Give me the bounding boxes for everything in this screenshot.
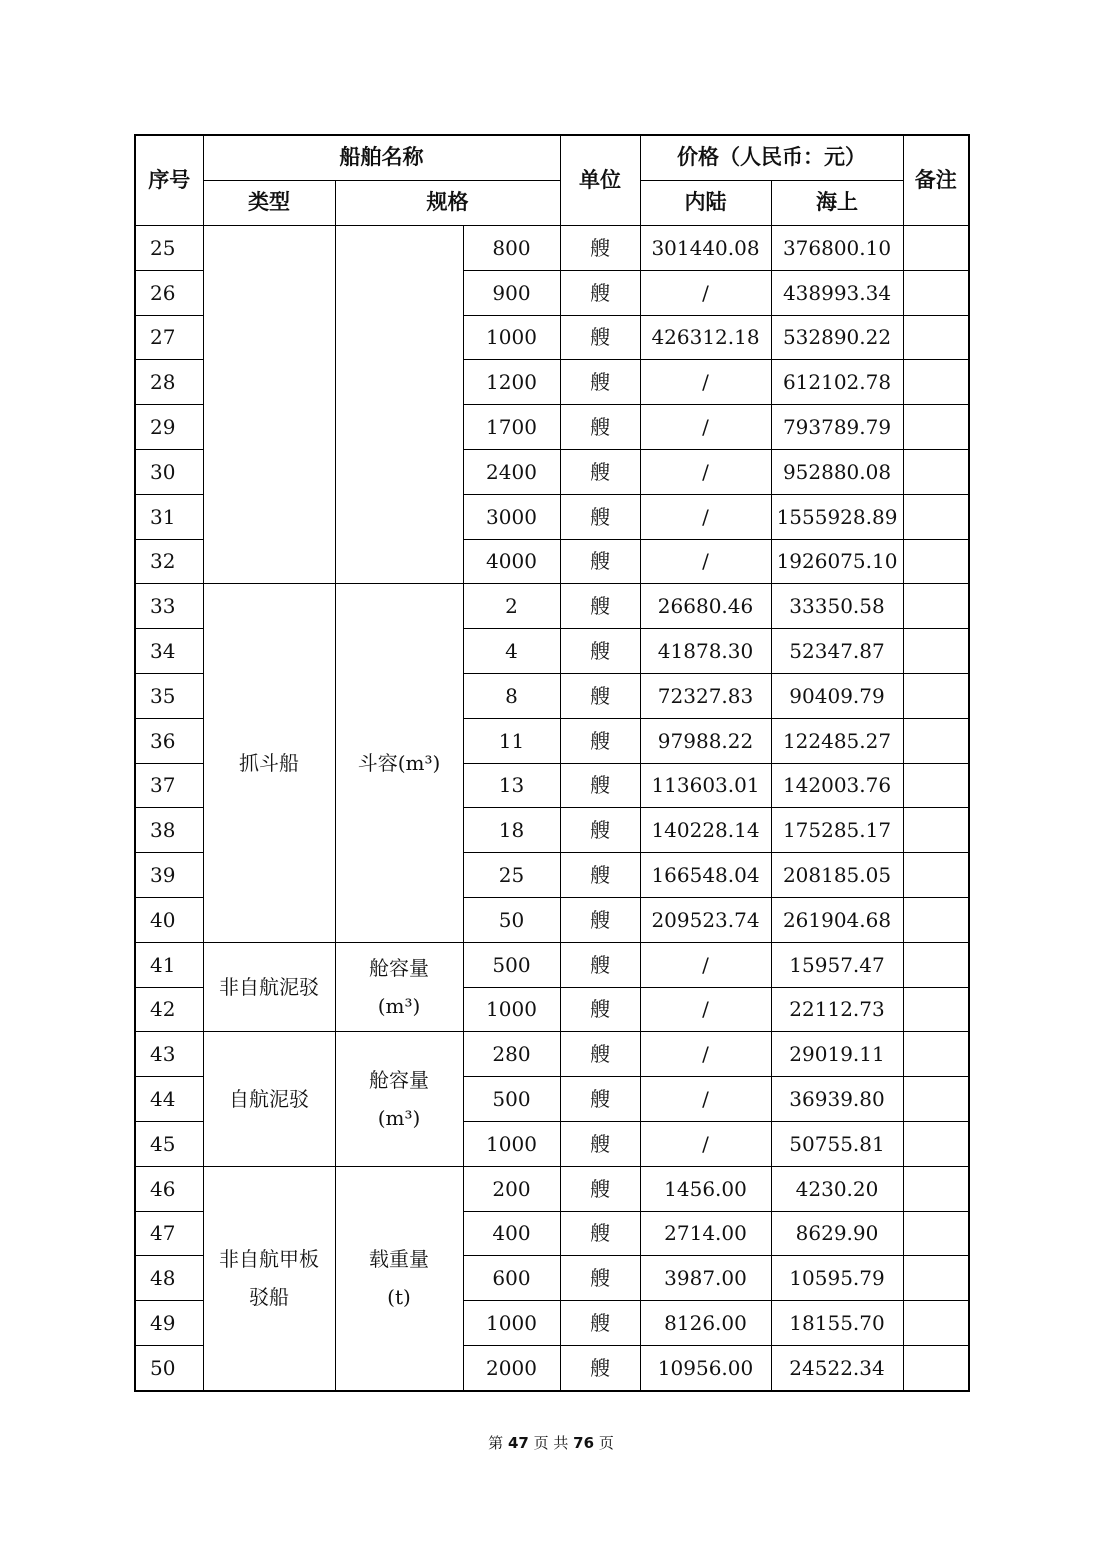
spec-label-cell-text: (t) — [387, 1285, 411, 1310]
row-unit: 艘 — [560, 1121, 640, 1166]
row-seq: 37 — [135, 763, 203, 808]
row-sea-price: 52347.87 — [771, 629, 903, 674]
row-sea-price: 438993.34 — [771, 270, 903, 315]
row-spec: 8 — [463, 673, 560, 718]
row-seq: 25 — [135, 226, 203, 271]
row-remark — [903, 539, 969, 584]
row-inland-price: / — [640, 987, 771, 1032]
row-unit: 艘 — [560, 315, 640, 360]
row-remark — [903, 584, 969, 629]
vessel-type-cell-text: 驳船 — [249, 1285, 289, 1310]
spec-label-cell — [335, 584, 463, 942]
row-unit: 艘 — [560, 1345, 640, 1390]
row-spec: 280 — [463, 1032, 560, 1077]
row-remark — [903, 1211, 969, 1256]
row-seq: 33 — [135, 584, 203, 629]
row-inland-price: 140228.14 — [640, 808, 771, 853]
vessel-type-cell-text: 非自航甲板 — [219, 1247, 319, 1272]
row-unit: 艘 — [560, 1211, 640, 1256]
row-spec: 1000 — [463, 987, 560, 1032]
vessel-type-cell-text: 自航泥驳 — [229, 1087, 309, 1112]
footer-total-pages: 76 — [573, 1434, 595, 1452]
row-seq: 38 — [135, 808, 203, 853]
row-spec: 1000 — [463, 1301, 560, 1346]
row-seq: 43 — [135, 1032, 203, 1077]
row-sea-price: 36939.80 — [771, 1077, 903, 1122]
row-remark — [903, 226, 969, 271]
row-inland-price: / — [640, 360, 771, 405]
spec-label-cell-text: (m³) — [377, 994, 421, 1019]
row-unit: 艘 — [560, 942, 640, 987]
row-remark — [903, 808, 969, 853]
table-row — [135, 1166, 969, 1211]
row-spec: 800 — [463, 226, 560, 271]
row-sea-price: 793789.79 — [771, 405, 903, 450]
row-sea-price: 122485.27 — [771, 718, 903, 763]
row-seq: 47 — [135, 1211, 203, 1256]
row-seq: 40 — [135, 897, 203, 942]
row-remark — [903, 360, 969, 405]
table-row — [135, 942, 969, 987]
row-remark — [903, 1301, 969, 1346]
row-sea-price: 22112.73 — [771, 987, 903, 1032]
row-unit: 艘 — [560, 1256, 640, 1301]
row-sea-price: 1555928.89 — [771, 494, 903, 539]
row-unit: 艘 — [560, 987, 640, 1032]
row-spec: 11 — [463, 718, 560, 763]
row-seq: 41 — [135, 942, 203, 987]
row-spec: 2000 — [463, 1345, 560, 1390]
row-spec: 3000 — [463, 494, 560, 539]
row-sea-price: 15957.47 — [771, 942, 903, 987]
row-inland-price: / — [640, 1121, 771, 1166]
row-sea-price: 142003.76 — [771, 763, 903, 808]
row-unit: 艘 — [560, 1166, 640, 1211]
row-seq: 49 — [135, 1301, 203, 1346]
header-price: 价格（人民币：元） — [640, 135, 903, 181]
row-seq: 30 — [135, 449, 203, 494]
row-unit: 艘 — [560, 360, 640, 405]
row-sea-price: 90409.79 — [771, 673, 903, 718]
row-inland-price: 8126.00 — [640, 1301, 771, 1346]
row-inland-price: / — [640, 270, 771, 315]
row-sea-price: 1926075.10 — [771, 539, 903, 584]
row-inland-price: / — [640, 449, 771, 494]
row-seq: 46 — [135, 1166, 203, 1211]
row-remark — [903, 1256, 969, 1301]
row-remark — [903, 629, 969, 674]
row-inland-price: / — [640, 494, 771, 539]
footer-current-page: 47 — [507, 1434, 529, 1452]
vessel-type-cell — [203, 226, 335, 584]
row-spec: 1000 — [463, 315, 560, 360]
spec-label-cell-text: 舱容量 — [369, 1068, 429, 1093]
row-inland-price: / — [640, 942, 771, 987]
spec-label-cell-text: 斗容(m³) — [357, 751, 441, 776]
row-unit: 艘 — [560, 449, 640, 494]
row-sea-price: 208185.05 — [771, 853, 903, 898]
row-inland-price: 166548.04 — [640, 853, 771, 898]
row-remark — [903, 1121, 969, 1166]
row-inland-price: / — [640, 539, 771, 584]
row-remark — [903, 494, 969, 539]
row-unit: 艘 — [560, 405, 640, 450]
row-inland-price: 26680.46 — [640, 584, 771, 629]
row-sea-price: 8629.90 — [771, 1211, 903, 1256]
row-unit: 艘 — [560, 853, 640, 898]
row-seq: 45 — [135, 1121, 203, 1166]
row-unit: 艘 — [560, 494, 640, 539]
spec-label-cell-text: (m³) — [377, 1106, 421, 1131]
row-inland-price: 3987.00 — [640, 1256, 771, 1301]
row-inland-price: 301440.08 — [640, 226, 771, 271]
row-unit: 艘 — [560, 1077, 640, 1122]
table-row — [135, 584, 969, 629]
row-remark — [903, 718, 969, 763]
row-seq: 44 — [135, 1077, 203, 1122]
spec-label-cell-text: 载重量 — [369, 1247, 429, 1272]
row-seq: 39 — [135, 853, 203, 898]
header-seq: 序号 — [135, 135, 203, 226]
row-spec: 4000 — [463, 539, 560, 584]
table-row — [135, 1032, 969, 1077]
row-inland-price: 113603.01 — [640, 763, 771, 808]
row-spec: 2400 — [463, 449, 560, 494]
row-spec: 1000 — [463, 1121, 560, 1166]
row-unit: 艘 — [560, 539, 640, 584]
row-spec: 1200 — [463, 360, 560, 405]
table-header-row-2 — [135, 181, 969, 226]
row-remark — [903, 1032, 969, 1077]
row-sea-price: 261904.68 — [771, 897, 903, 942]
row-remark — [903, 673, 969, 718]
row-unit: 艘 — [560, 1301, 640, 1346]
spec-label-cell — [335, 226, 463, 584]
row-inland-price: / — [640, 1032, 771, 1077]
row-unit: 艘 — [560, 897, 640, 942]
row-sea-price: 10595.79 — [771, 1256, 903, 1301]
row-spec: 500 — [463, 1077, 560, 1122]
vessel-price-table — [134, 134, 970, 1392]
row-seq: 35 — [135, 673, 203, 718]
header-sea: 海上 — [771, 181, 903, 226]
row-sea-price: 4230.20 — [771, 1166, 903, 1211]
row-spec: 18 — [463, 808, 560, 853]
row-unit: 艘 — [560, 270, 640, 315]
vessel-type-cell — [203, 584, 335, 942]
row-seq: 42 — [135, 987, 203, 1032]
row-spec: 400 — [463, 1211, 560, 1256]
row-spec: 500 — [463, 942, 560, 987]
row-inland-price: 97988.22 — [640, 718, 771, 763]
row-inland-price: / — [640, 405, 771, 450]
row-spec: 25 — [463, 853, 560, 898]
row-inland-price: 72327.83 — [640, 673, 771, 718]
page-footer — [0, 1432, 1102, 1453]
spec-label-cell-text: 舱容量 — [369, 956, 429, 981]
table-row — [135, 226, 969, 271]
row-unit: 艘 — [560, 584, 640, 629]
row-sea-price: 50755.81 — [771, 1121, 903, 1166]
row-unit: 艘 — [560, 629, 640, 674]
row-seq: 28 — [135, 360, 203, 405]
row-spec: 200 — [463, 1166, 560, 1211]
row-spec: 900 — [463, 270, 560, 315]
row-seq: 50 — [135, 1345, 203, 1390]
vessel-type-cell — [203, 1166, 335, 1390]
row-spec: 600 — [463, 1256, 560, 1301]
row-seq: 34 — [135, 629, 203, 674]
row-sea-price: 29019.11 — [771, 1032, 903, 1077]
row-inland-price: 209523.74 — [640, 897, 771, 942]
row-sea-price: 175285.17 — [771, 808, 903, 853]
row-inland-price: / — [640, 1077, 771, 1122]
row-remark — [903, 942, 969, 987]
row-seq: 27 — [135, 315, 203, 360]
row-remark — [903, 1077, 969, 1122]
row-inland-price: 426312.18 — [640, 315, 771, 360]
row-remark — [903, 1345, 969, 1390]
row-inland-price: 1456.00 — [640, 1166, 771, 1211]
row-sea-price: 18155.70 — [771, 1301, 903, 1346]
row-sea-price: 376800.10 — [771, 226, 903, 271]
table-header-row-1 — [135, 135, 969, 181]
header-unit: 单位 — [560, 135, 640, 226]
row-seq: 26 — [135, 270, 203, 315]
row-unit: 艘 — [560, 226, 640, 271]
row-spec: 1700 — [463, 405, 560, 450]
vessel-type-cell — [203, 942, 335, 1032]
vessel-type-cell-text: 抓斗船 — [239, 751, 299, 776]
header-type: 类型 — [203, 181, 335, 226]
row-inland-price: 41878.30 — [640, 629, 771, 674]
row-unit: 艘 — [560, 763, 640, 808]
row-unit: 艘 — [560, 673, 640, 718]
spec-label-cell — [335, 942, 463, 1032]
row-unit: 艘 — [560, 1032, 640, 1077]
row-seq: 48 — [135, 1256, 203, 1301]
spec-label-cell — [335, 1032, 463, 1166]
row-spec: 2 — [463, 584, 560, 629]
spec-label-cell — [335, 1166, 463, 1390]
row-spec: 4 — [463, 629, 560, 674]
row-remark — [903, 853, 969, 898]
header-vessel-name: 船舶名称 — [203, 135, 560, 181]
row-remark — [903, 987, 969, 1032]
row-sea-price: 24522.34 — [771, 1345, 903, 1390]
row-remark — [903, 449, 969, 494]
row-unit: 艘 — [560, 718, 640, 763]
footer-middle: 页 共 — [533, 1434, 569, 1452]
row-spec: 13 — [463, 763, 560, 808]
row-inland-price: 10956.00 — [640, 1345, 771, 1390]
row-sea-price: 612102.78 — [771, 360, 903, 405]
header-spec: 规格 — [335, 181, 560, 226]
row-seq: 32 — [135, 539, 203, 584]
row-remark — [903, 270, 969, 315]
row-spec: 50 — [463, 897, 560, 942]
row-unit: 艘 — [560, 808, 640, 853]
row-sea-price: 532890.22 — [771, 315, 903, 360]
header-inland: 内陆 — [640, 181, 771, 226]
vessel-type-cell — [203, 1032, 335, 1166]
row-remark — [903, 405, 969, 450]
row-seq: 36 — [135, 718, 203, 763]
row-sea-price: 952880.08 — [771, 449, 903, 494]
row-remark — [903, 1166, 969, 1211]
vessel-type-cell-text: 非自航泥驳 — [219, 975, 319, 1000]
footer-prefix: 第 — [488, 1434, 504, 1452]
row-seq: 29 — [135, 405, 203, 450]
row-remark — [903, 763, 969, 808]
footer-suffix: 页 — [598, 1434, 614, 1452]
row-remark — [903, 897, 969, 942]
row-remark — [903, 315, 969, 360]
header-remark: 备注 — [903, 135, 969, 226]
row-seq: 31 — [135, 494, 203, 539]
row-inland-price: 2714.00 — [640, 1211, 771, 1256]
row-sea-price: 33350.58 — [771, 584, 903, 629]
